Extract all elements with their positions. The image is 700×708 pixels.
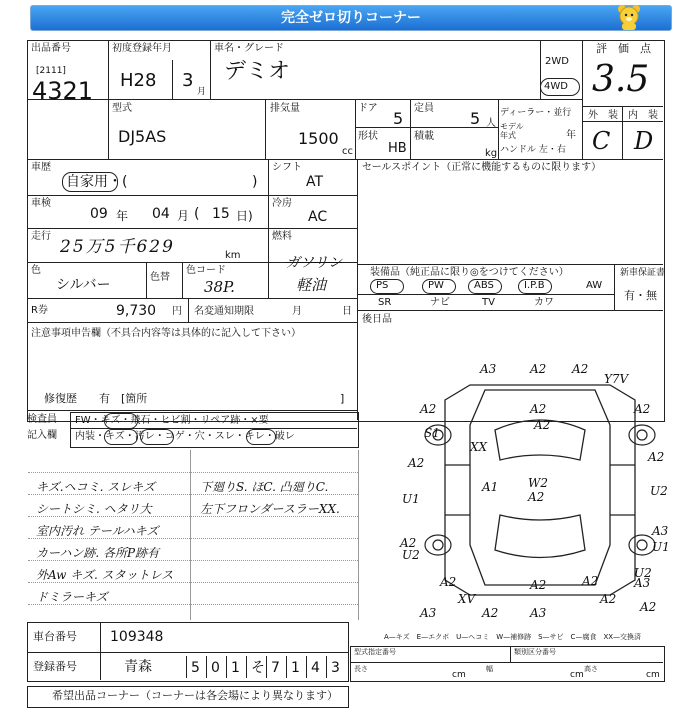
ac-label: 冷房 [272,198,292,209]
drive-2wd: 2WD [545,56,569,67]
drive-4wd: 4WD [544,81,568,92]
color-code-label: 色コード [186,265,226,276]
damage-mark: A2 [634,402,651,416]
damage-mark: A2 [600,592,617,606]
damage-mark: A2 [530,402,547,416]
displacement-label: 排気量 [270,103,300,114]
handwritten-note: ドミラーキズ [36,590,108,604]
lot-number: 4321 [32,77,94,105]
deadline-day: 日 [342,306,352,317]
shift-value: AT [306,174,324,190]
doors: 5 [393,109,404,128]
repair-history-close: ] [340,392,345,405]
handwritten-note: 下廻りS. ほC. 凸廻りC. [200,480,329,494]
damage-mark: A2 [648,450,665,464]
new-car-warranty-label: 新車保証書 [620,268,666,278]
fuel-value: 軽油 [296,276,327,294]
damage-mark: A3 [652,524,669,538]
displacement: 1500 [298,129,339,148]
inspector-row-2: 内装・キズ・汚レ・コゲ・穴・スレ・キレ・破レ [75,431,295,442]
equipment-item: TV [482,297,495,308]
damage-mark: A3 [634,576,651,590]
fuel-label: 燃料 [272,231,292,242]
color-name-label: 色替 [150,272,170,283]
deadline-month: 月 [292,306,302,317]
damage-mark: S1 [424,426,440,440]
car-name: デミオ [224,59,291,84]
handwritten-note: 左下フロンダースラーXX. [200,502,340,516]
handle-label: ハンドル 左・右 [500,145,566,155]
plate-digit: 7 [271,660,280,676]
damage-mark: XX [470,440,488,454]
damage-mark: W2 [528,476,548,490]
score-label: 評 価 点 [596,42,651,55]
spec-footer-box [350,646,665,682]
equipment-item: PS [376,280,389,291]
repair-history: 修復歴 有 [箇所 [44,392,148,405]
damage-mark: XV [458,592,476,606]
plate-digit: 3 [331,660,340,676]
category-number-label: 類別区分番号 [514,648,556,656]
plate-digit: 1 [291,660,300,676]
equipment-item: カワ [534,297,554,308]
first-registration-label: 初度登録年月 [112,43,172,54]
damage-mark: A2 [528,490,545,504]
shape-label: 形状 [358,131,378,142]
chassis-number: 109348 [110,629,164,645]
km-unit: km [225,250,241,261]
damage-mark: Y7V [604,372,629,386]
damage-mark: A2 [400,536,417,550]
model-label: 型式 [112,103,132,114]
color-label: 色 [31,265,41,276]
mileage-value: 25万5千629 [60,237,175,257]
mark-circle [140,429,174,445]
load-label: 積載 [414,131,434,142]
score-value: 3.5 [592,59,650,100]
inspection-month: 04 [152,206,170,222]
history-label: 車歴 [31,162,51,173]
kg-unit: kg [485,148,498,159]
new-car-warranty: 有・無 [624,289,657,302]
ac-value: AC [308,209,328,225]
inspection-month-unit: 月 [177,209,190,223]
damage-mark: A2 [582,574,599,588]
deadline-label: 名変通知期限 [194,306,254,317]
damage-mark: A2 [640,600,657,614]
equipment-item: ABS [474,280,494,291]
color-value: シルバー [56,277,111,293]
damage-mark: U2 [650,484,668,498]
inspector-label-2: 記入欄 [27,430,57,441]
damage-mark: U2 [402,548,420,562]
plate-digit: 0 [211,660,220,676]
damage-mark: A2 [440,575,457,589]
handwritten-note: カーハン跡. 各所P跡有 [36,546,160,560]
handwritten-note: キズ.ヘコミ. スレキズ [36,480,155,494]
length-unit: cm [452,670,466,680]
month-unit: 月 [197,87,207,97]
cc-unit: cc [342,146,353,157]
interior-grade: D [634,127,654,155]
capacity: 5 [470,109,481,128]
plate-label: 登録番号 [33,660,77,673]
damage-mark: U2 [634,566,652,580]
handwritten-note: 室内汚れ テールハキズ [36,524,159,538]
equipment-item: I.P.B [524,280,545,291]
bottom-banner: 希望出品コーナー（コーナーは各会場により異なります） [52,689,338,702]
year-unit: 年 [566,130,576,141]
damage-mark: A3 [480,362,497,376]
capacity-label: 定員 [414,103,434,114]
inspection-day-unit: 日) [236,209,253,223]
page-banner [30,5,672,31]
mark-circle [104,429,138,445]
model-code: DJ5AS [118,127,167,146]
equipment-item: PW [428,280,444,291]
exterior-grade: C [592,127,611,155]
lot-sub-code: [2111] [36,66,66,76]
declaration-label: 注意事項申告欄（不具合内容等は具体的に記入して下さい） [31,328,301,339]
shift-label: シフト [272,162,302,173]
equipment-label: 装備品（純正品に限り◎をつけてください） [370,267,569,278]
banner-title: 完全ゼロ切りコーナー [281,10,421,26]
width-unit: cm [570,670,584,680]
inspector-row-1: FW・キズ・飛石・ヒビ割・リペア跡・×要 [75,415,269,426]
registration-era-year: H28 [120,70,157,91]
damage-legend: A—キズ E—エクボ U—ヘコミ W—補修跡 S—サビ C—腐食 XX—交換済 [384,633,642,641]
shape: HB [388,141,407,156]
damage-mark: U1 [652,540,670,554]
length-label: 長さ [354,665,368,673]
yen-unit: 円 [172,306,182,317]
car-name-label: 車名・グレード [214,43,284,54]
registration-month: 3 [182,70,194,91]
bear-icon [616,3,642,31]
damage-mark: A3 [420,606,437,620]
plate-digit: 1 [231,660,240,676]
mileage-label: 走行 [31,231,51,242]
inspector-label-1: 検査員 [27,414,57,425]
height-unit: cm [646,670,660,680]
history-close: ) [252,174,258,190]
inspection-year-unit: 年 [116,209,129,223]
damage-mark: U1 [402,492,420,506]
damage-mark: A2 [534,418,551,432]
capacity-unit: 人 [486,118,496,129]
sales-point-label: セールスポイント（正常に機能するものに限ります） [362,162,602,173]
height-label: 高さ [584,665,598,673]
designated-number-label: 型式指定番号 [354,648,396,656]
damage-mark: A1 [482,480,499,494]
exterior-label: 外 装 [588,110,618,121]
recycle-label: R券 [31,305,48,316]
inspection-year: 09 [90,206,108,222]
inspection-day: 15 [212,206,230,222]
later-items-label: 後日品 [362,314,392,325]
fuel-struck: ガソリン [286,255,342,271]
damage-mark: A3 [530,606,547,620]
mark-circle [246,429,276,445]
equipment-item: ナビ [430,297,450,308]
recycle-fee: 9,730 [116,303,157,319]
handwritten-note: 外Aw キズ. スタットレス [36,568,174,582]
inspection-label: 車検 [31,198,51,209]
width-label: 幅 [486,665,493,673]
damage-mark: A2 [408,456,425,470]
equipment-item: AW [586,280,603,291]
model-year-label: モデル年式 [500,122,524,140]
note-line [28,472,358,473]
plate-digit: そ [251,660,265,676]
dealer-label: ディーラー・並行 [500,108,572,118]
chassis-label: 車台番号 [33,630,77,643]
interior-label: 内 装 [628,110,658,121]
plate-digit: 4 [311,660,320,676]
damage-mark: A2 [572,362,589,376]
plate-region: 青森 [124,659,152,675]
handwritten-note: シートシミ. ヘタリ大 [36,502,152,516]
lot-number-label: 出品番号 [31,43,71,54]
history-value: 自家用・( [66,174,128,190]
color-code: 38P. [204,278,235,296]
damage-mark: A2 [482,606,499,620]
damage-mark: A2 [530,362,547,376]
plate-digit: 5 [191,660,200,676]
equipment-item: SR [378,297,392,308]
damage-mark: A2 [530,578,547,592]
mark-circle [104,413,138,429]
doors-label: ドア [358,103,378,114]
damage-mark: A2 [420,402,437,416]
